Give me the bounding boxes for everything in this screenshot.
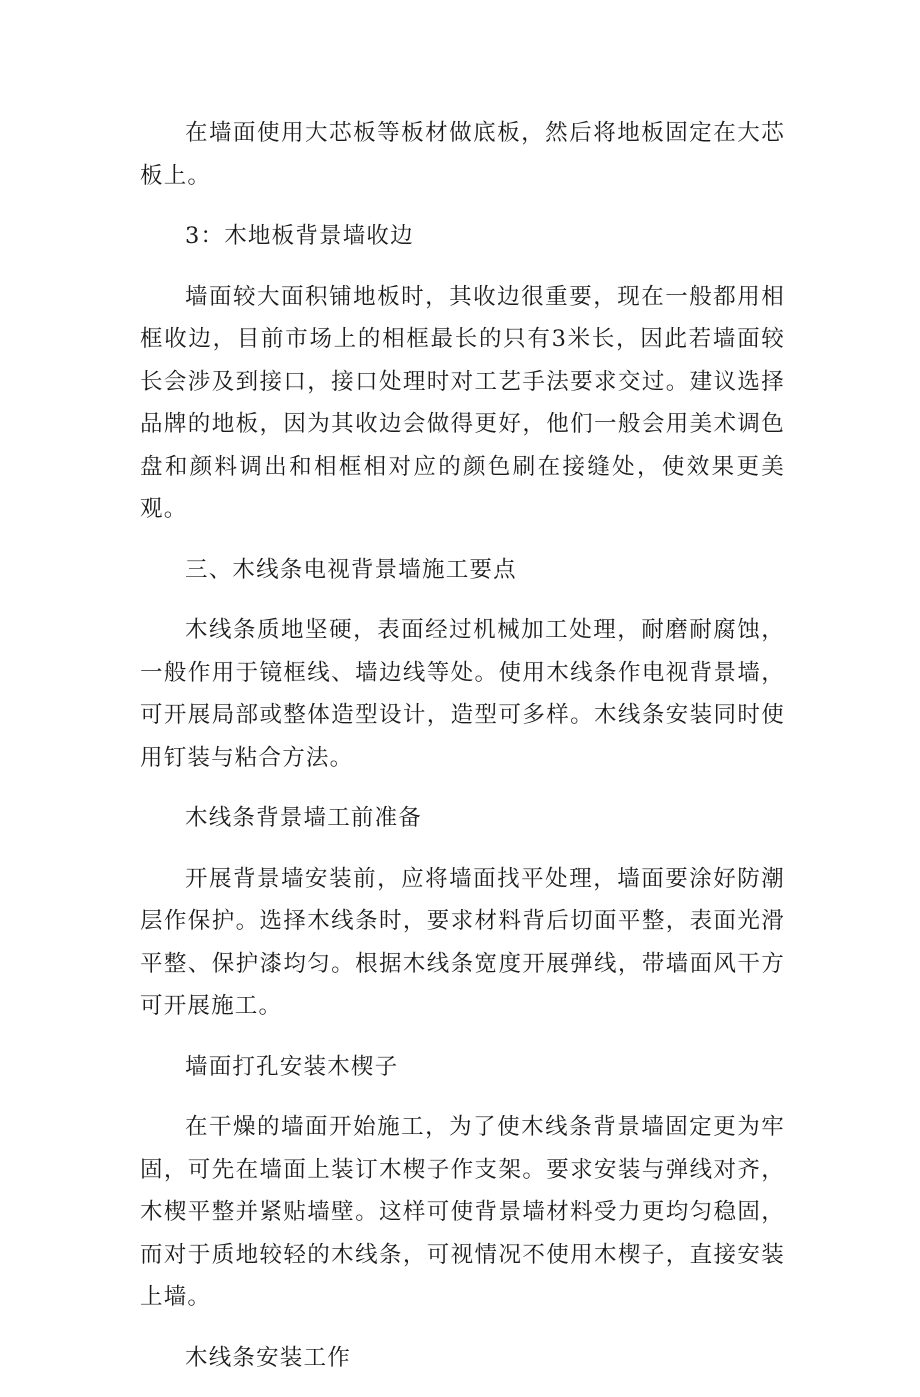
paragraph-wood-strip-properties: 木线条质地坚硬，表面经过机械加工处理，耐磨耐腐蚀，一般作用于镜框线、墙边线等处。使用木线条作电视背景墙，可开展局部或整体造型设计，造型可多样。木线条安装同时使用钉装与粘合方法。 [140,617,785,771]
paragraph-drilling-wedges: 在干燥的墙面开始施工，为了使木线条背景墙固定更为牢固，可先在墙面上装订木楔子作支架。要求安装与弹线对齐，木楔平整并紧贴墙壁。这样可使背景墙材料受力更均匀稳固，而对于质地较轻的木线条，可视情况不使用木楔子，直接安装上墙。 [140,1114,785,1310]
paragraph-edging-details: 墙面较大面积铺地板时，其收边很重要，现在一般都用相框收边，目前市场上的相框最长的只有3米长，因此若墙面较长会涉及到接口，接口处理时对工艺手法要求交过。建议选择品牌的地板，因为其收边会做得更好，他们一般会用美术调色盘和颜料调出和相框相对应的颜色刷在接缝处，使效果更美观。 [140,283,785,522]
paragraph-preparation: 开展背景墙安装前，应将墙面找平处理，墙面要涂好防潮层作保护。选择木线条时，要求材料背后切面平整，表面光滑平整、保护漆均匀。根据木线条宽度开展弹线，带墙面风干方可开展施工。 [140,865,785,1019]
document-body [140,112,785,1397]
heading-drilling-wedges: 墙面打孔安装木楔子 [185,1053,399,1080]
heading-wood-strip-tv-wall: 三、木线条电视背景墙施工要点 [185,556,517,583]
heading-preparation: 木线条背景墙工前准备 [185,805,423,831]
paragraph-subfloor: 在墙面使用大芯板等板材做底板，然后将地板固定在大芯板上。 [140,120,785,189]
heading-installation: 木线条安装工作 [185,1344,351,1371]
heading-floor-edging: 3：木地板背景墙收边 [185,223,414,249]
